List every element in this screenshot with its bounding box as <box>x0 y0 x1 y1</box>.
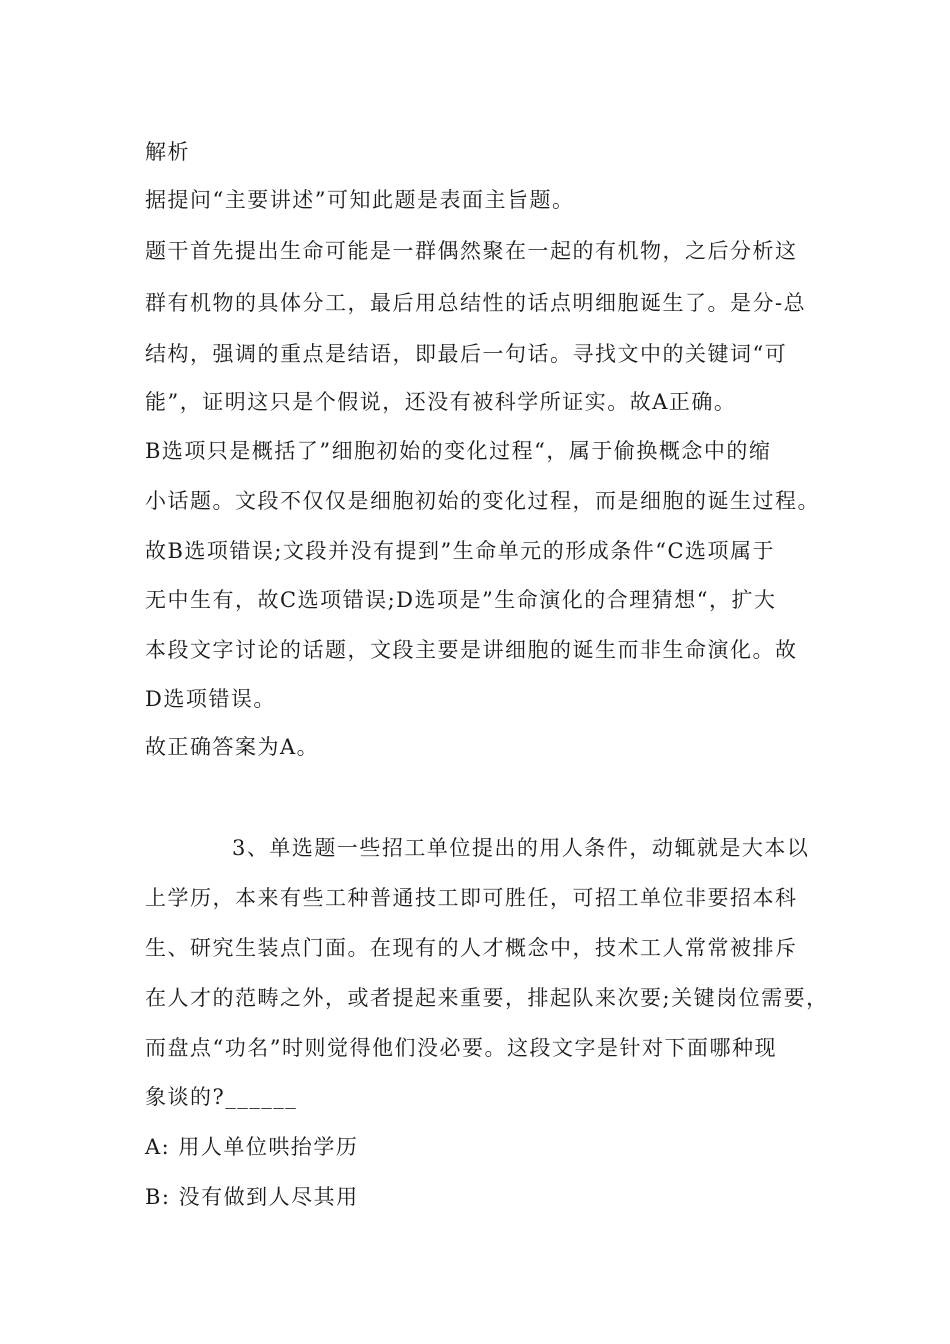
question-stem: 3、单选题一些招工单位提出的用人条件，动辄就是大本以 <box>232 836 810 860</box>
option-b: B: 没有做到人尽其用 <box>145 1185 359 1209</box>
analysis-line: 无中生有，故C选项错误;D选项是”生命演化的合理猜想“，扩大 <box>145 588 777 612</box>
analysis-line: 题干首先提出生命可能是一群偶然聚在一起的有机物，之后分析这 <box>145 239 798 263</box>
question-line: 上学历，本来有些工种普通技工即可胜任，可招工单位非要招本科 <box>145 886 798 910</box>
question-line: 在人才的范畴之外，或者提起来重要，排起队来次要;关键岗位需要， <box>145 986 829 1010</box>
analysis-line: D选项错误。 <box>145 687 276 711</box>
analysis-line: 小话题。文段不仅仅是细胞初始的变化过程，而是细胞的诞生过程。 <box>145 489 820 513</box>
analysis-line: 群有机物的具体分工，最后用总结性的话点明细胞诞生了。是分-总 <box>145 291 807 315</box>
analysis-line: 故B选项错误;文段并没有提到”生命单元的形成条件“C选项属于 <box>145 539 776 563</box>
question-line: 而盘点“功名”时则觉得他们没必要。这段文字是针对下面哪种现 <box>145 1036 777 1060</box>
analysis-line: 能”，证明这只是个假说，还没有被科学所证实。故A正确。 <box>145 390 737 414</box>
answer-line: 故正确答案为A。 <box>145 735 320 759</box>
analysis-line: B选项只是概括了”细胞初始的变化过程“，属于偷换概念中的缩 <box>145 439 772 463</box>
analysis-line: 据提问“主要讲述”可知此题是表面主旨题。 <box>145 188 575 212</box>
analysis-line: 结构，强调的重点是结语，即最后一句话。寻找文中的关键词“可 <box>145 342 788 366</box>
option-a: A: 用人单位哄抬学历 <box>145 1135 359 1159</box>
analysis-line: 本段文字讨论的话题，文段主要是讲细胞的诞生而非生命演化。故 <box>145 638 798 662</box>
analysis-heading: 解析 <box>145 140 190 164</box>
question-line: 生、研究生装点门面。在现有的人才概念中，技术工人常常被排斥 <box>145 936 798 960</box>
question-line: 象谈的?______ <box>145 1085 298 1109</box>
